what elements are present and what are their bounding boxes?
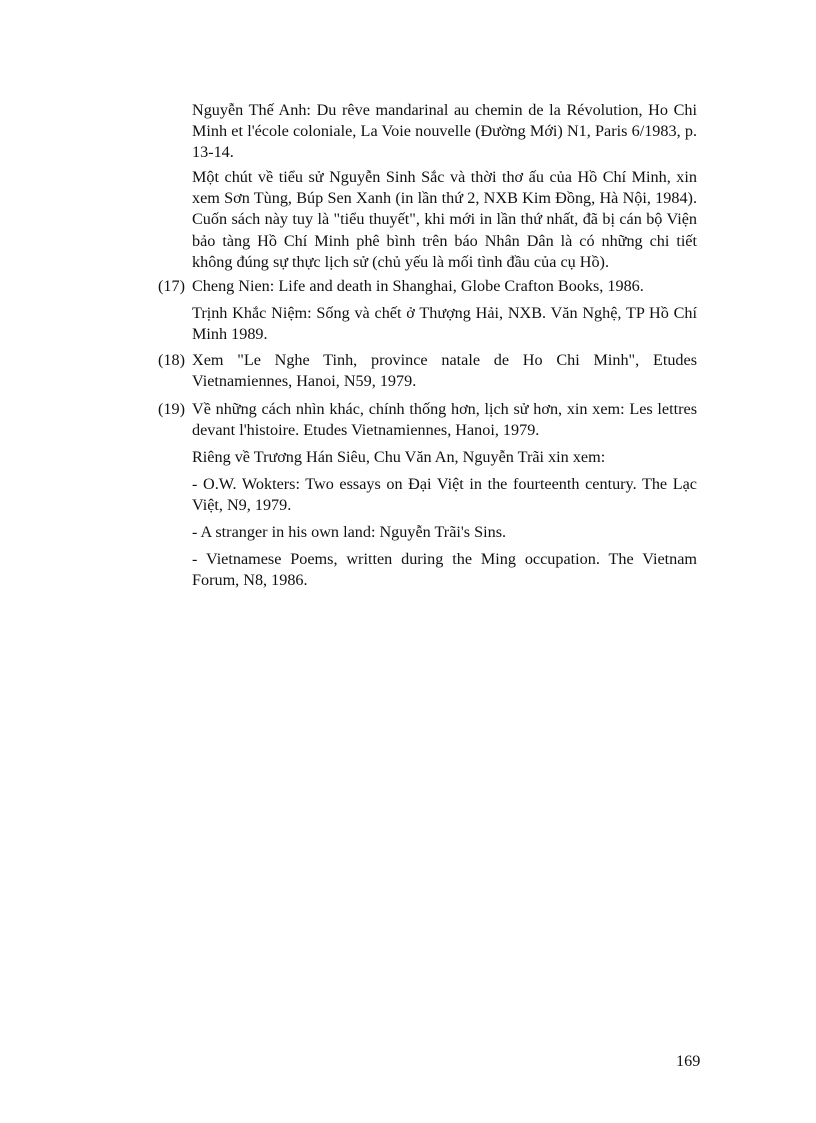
endnote-entry bbox=[158, 399, 697, 441]
endnote-number: (17) bbox=[158, 277, 185, 295]
reference-paragraph: - Vietnamese Poems, written during the Ming occupation. The Vietnam Forum, N8, 1986. bbox=[192, 550, 697, 590]
endnote-number: (19) bbox=[158, 400, 185, 418]
endnote-number: (18) bbox=[158, 351, 185, 369]
endnote-entry bbox=[158, 350, 697, 392]
reference-paragraph: - A stranger in his own land: Nguyễn Trãi's Sins. bbox=[192, 523, 507, 541]
endnote-text: Xem "Le Nghe Tinh, province natale de Ho Chi Minh", Etudes Vietnamiennes, Hanoi, N59, 1979. bbox=[192, 351, 697, 391]
page-number: 169 bbox=[676, 1052, 701, 1070]
endnote-text: Cheng Nien: Life and death in Shanghai, Globe Crafton Books, 1986. bbox=[192, 277, 644, 295]
endnote-text: Về những cách nhìn khác, chính thống hơn, lịch sử hơn, xin xem: Les lettres devant l'histoire. Etudes Vietnamiennes, Hanoi, 1979. bbox=[192, 400, 697, 440]
reference-paragraph: Nguyễn Thế Anh: Du rêve mandarinal au chemin de la Révolution, Ho Chi Minh et l'école coloniale, La Voie nouvelle (Đường Mới) N1, Paris 6/1983, p. 13-14. bbox=[192, 101, 697, 162]
endnote-entry bbox=[158, 276, 697, 297]
reference-paragraph: Trịnh Khắc Niệm: Sống và chết ở Thượng Hải, NXB. Văn Nghệ, TP Hồ Chí Minh 1989. bbox=[192, 304, 697, 344]
reference-paragraph: - O.W. Wokters: Two essays on Đại Việt in the fourteenth century. The Lạc Việt, N9, 1979. bbox=[192, 475, 697, 515]
reference-paragraph: Riêng về Trương Hán Siêu, Chu Văn An, Nguyễn Trãi xin xem: bbox=[192, 448, 606, 466]
reference-paragraph: Một chút về tiểu sử Nguyễn Sinh Sắc và thời thơ ấu của Hồ Chí Minh, xin xem Sơn Tùng, Búp Sen Xanh (in lần thứ 2, NXB Kim Đồng, Hà Nội, 1984). Cuốn sách này tuy là "tiểu thuyết", khi mới in lần thứ nhất, đã bị cán bộ Viện bảo tàng Hồ Chí Minh phê bình trên báo Nhân Dân là có những chi tiết không đúng sự thực lịch sử (chủ yếu là mối tình đầu của cụ Hồ). bbox=[192, 168, 697, 271]
